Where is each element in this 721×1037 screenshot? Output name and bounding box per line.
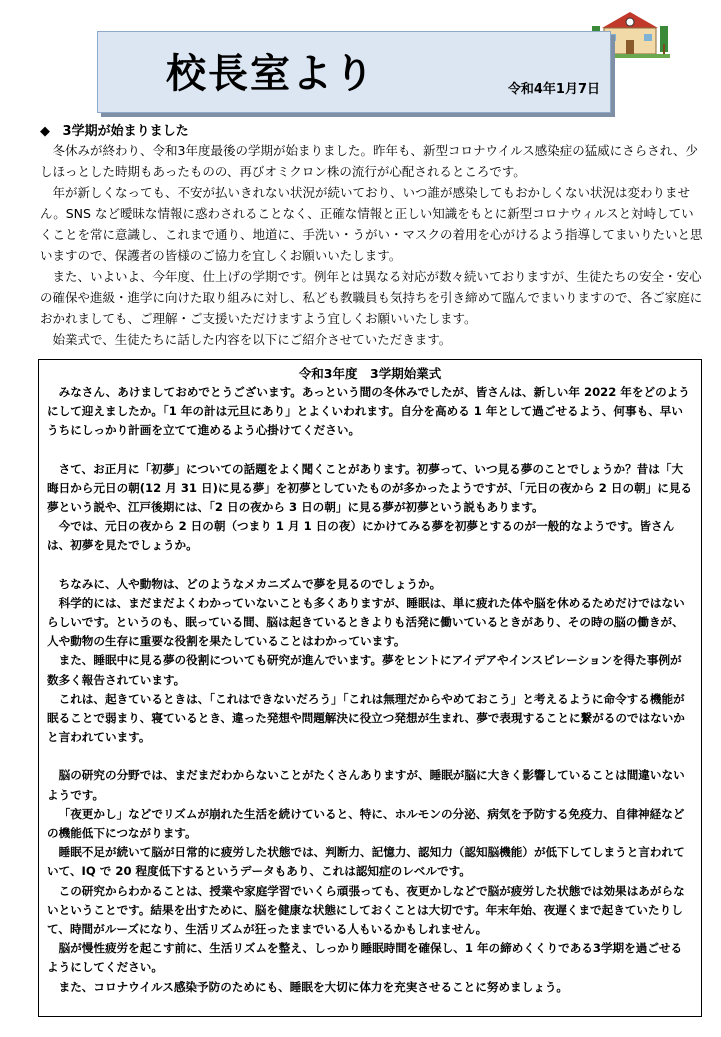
speech-paragraph: みなさん、あけましておめでとうございます。あっという間の冬休みでしたが、皆さんは、新しい年 2022 年をどのようにして迎えましたか。「1 年の計は元旦にあり」とよくいわれます。自分を高める 1 年として過ごせるよう、何事も、早いうちにしっかり計画を立てて進めるよう心掛けてください。 bbox=[47, 385, 690, 438]
speech-paragraph: 「夜更かし」などでリズムが崩れた生活を続けていると、特に、ホルモンの分泌、病気を予防する免疫力、自律神経などの機能低下につながります。 bbox=[47, 806, 685, 841]
section-heading bbox=[40, 120, 189, 139]
speech-paragraph: 脳が慢性疲労を起こす前に、生活リズムを整え、しっかり睡眠時間を確保し、1 年の締めくくりである3学期を過ごせるようにしてください。 bbox=[47, 941, 683, 975]
speech-paragraph: これは、起きているときは、「これはできないだろう」「これは無理だからやめておこう」と考えるように命令する機能が眠ることで弱まり、寝ているとき、違った発想や問題解決に役立つ発想が生まれ、夢で表現することに繋がるのではないかと言われています。 bbox=[47, 691, 685, 745]
speech-body bbox=[47, 383, 693, 997]
speech-paragraph: 今では、元日の夜から 2 日の朝（つまり 1 月 1 日の夜）にかけてみる夢を初夢とするのが一般的なようです。皆さんは、初夢を見たでしょうか。 bbox=[47, 519, 675, 553]
speech-paragraph: 睡眠不足が続いて脳が日常的に疲労した状態では、判断力、記憶力、認知力（認知脳機能）が低下してしまうと言われていて、IQ で 20 程度低下するというデータもあり、これは認知症のレベルです。 bbox=[47, 845, 685, 879]
speech-paragraph: さて、お正月に「初夢」についての話題をよく聞くことがあります。初夢って、いつ見る夢のことでしょうか？昔は「大晦日から元日の朝(12 月 31 日)に見る夢」を初夢としていたものが多かったようですが、「元日の夜から 2 日の朝」に見る夢という説や、江戸後期には、「2 日の夜から 3 日の朝」に見る夢が初夢という説もあります。 bbox=[47, 461, 693, 515]
intro-paragraph: また、いよいよ、今年度、仕上げの学期です。例年とは異なる対応が数々続いておりますが、生徒たちの安全・安心の確保や進級・進学に向けた取り組みに対し、私ども教職員も気持ちを引き締めて臨んでまいりますので、各ご家庭におかれましても、ご理解・ご支援いただけますよう宜しくお願いいたします。 bbox=[40, 269, 703, 326]
intro-text bbox=[40, 140, 704, 350]
speech-paragraph: また、コロナウイルス感染予防のためにも、睡眠を大切に体力を充実させることに努めましょう。 bbox=[58, 979, 569, 994]
intro-paragraph: 始業式で、生徒たちに話した内容を以下にご紹介させていただきます。 bbox=[52, 332, 452, 347]
speech-paragraph: この研究からわかることは、授業や家庭学習でいくら頑張っても、夜更かしなどで脳が疲労した状態では効果はあがらないということです。結果を出すために、脳を健康な状態にしておくことは大切です。年末年始、夜遅くまで起きていたりして、時間がルーズになり、生活リズムが狂ったままでいる人もいるかもしれません。 bbox=[47, 883, 685, 937]
diamond-bullet-icon: ◆ bbox=[40, 124, 50, 139]
speech-paragraph: ちなみに、人や動物は、どのようなメカニズムで夢を見るのでしょうか。 bbox=[58, 576, 442, 591]
page-title: 校長室より bbox=[166, 51, 376, 97]
section-heading-text: 3学期が始まりました bbox=[62, 124, 189, 139]
page-header bbox=[97, 31, 611, 113]
speech-paragraph: 科学的には、まだまだよくわかっていないことも多くありますが、睡眠は、単に疲れた体や脳を休めるためだけではないらしいです。というのも、眠っている間、脳は起きているときよりも活発に働いているときがあり、その時の脳の働きが、人や動物の生存に重要な役割を果たしていることはわかっています。 bbox=[47, 595, 685, 649]
intro-paragraph: 冬休みが終わり、令和3年度最後の学期が始まりました。昨年も、新型コロナウイルス感染症の猛威にさらされ、少しほっとした時期もあったものの、再びオミクロン株の流行が心配されるところです。 bbox=[40, 143, 698, 179]
speech-paragraph: 脳の研究の分野では、まだまだわからないことがたくさんありますが、睡眠が脳に大きく影響していることは間違いないようです。 bbox=[47, 768, 685, 802]
speech-title: 令和3年度 3学期始業式 bbox=[298, 366, 442, 381]
speech-paragraph: また、睡眠中に見る夢の役割についても研究が進んでいます。夢をヒントにアイデアやインスピレーションを得た事例が数多く報告されています。 bbox=[47, 653, 682, 687]
intro-paragraph: 年が新しくなっても、不安が払いきれない状況が続いており、いつ誰が感染してもおかしくない状況は変わりません。SNS など曖昧な情報に惑わされることなく、正確な情報と正しい知識をもとに新型コロナウィルスと対峙していくことを常に意識し、これまで通り、地道に、手洗い・うがい・マスクの着用を心がけるよう指導してまいりたいと思いますので、保護者の皆様のご協力を宜しくお願いいたします。 bbox=[40, 185, 703, 263]
issue-date: 令和4年1月7日 bbox=[507, 82, 600, 97]
speech-box bbox=[38, 359, 702, 1017]
